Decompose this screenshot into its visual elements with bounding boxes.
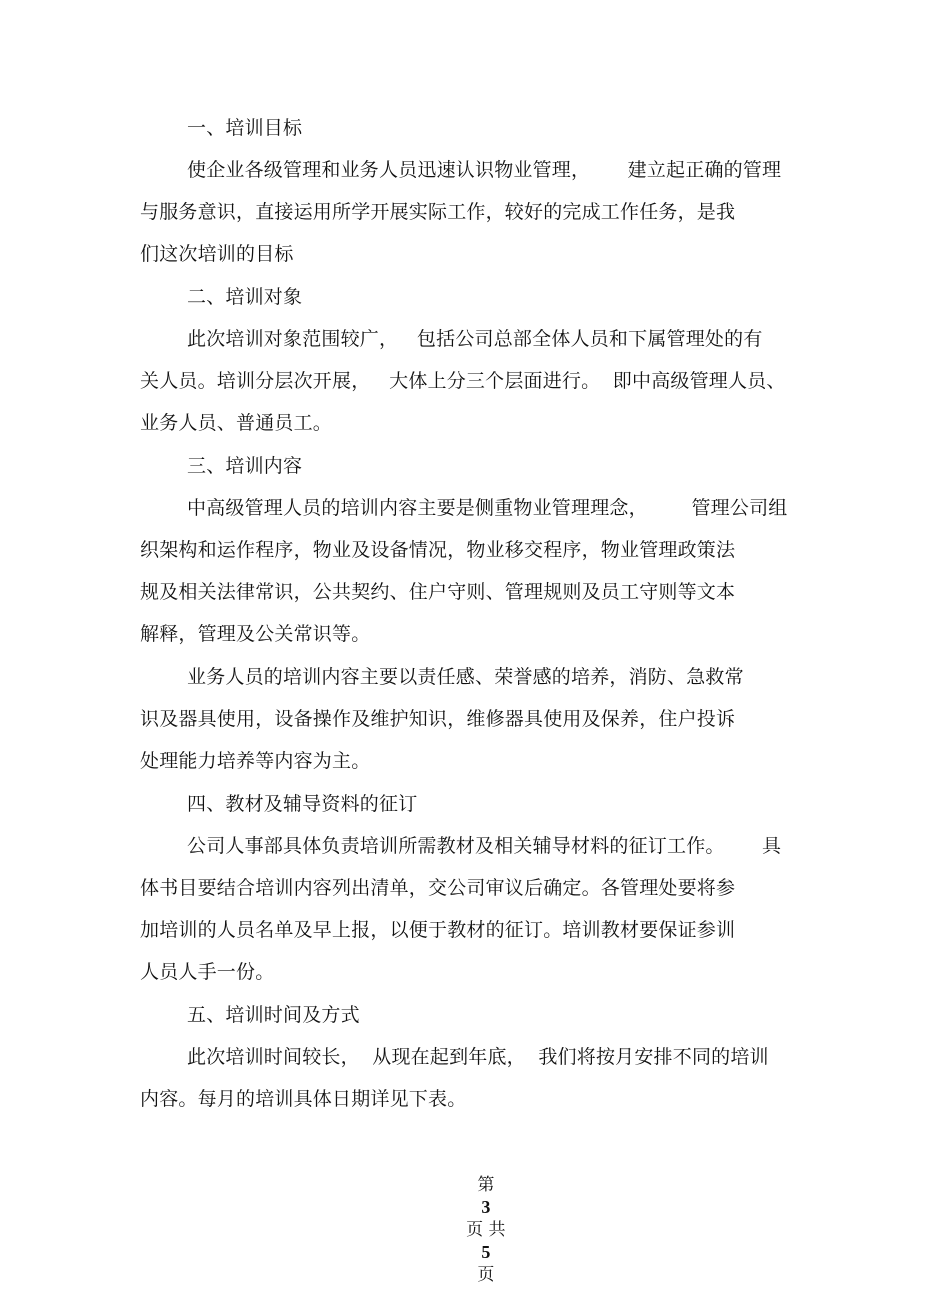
heading-training-content: 三、培训内容: [187, 455, 303, 477]
paragraph-line: 此次培训对象范围较广， 包括公司总部全体人员和下属管理处的有: [187, 328, 763, 350]
heading-time-and-method: 五、培训时间及方式: [187, 1004, 360, 1026]
page-footer: [0, 1152, 950, 1308]
total-pages-number: 5: [481, 1242, 491, 1262]
paragraph-line: 关人员。培训分层次开展， 大体上分三个层面进行。 即中高级管理人员、: [140, 370, 786, 392]
paragraph-line: 规及相关法律常识，公共契约、住户守则、管理规则及员工守则等文本: [140, 581, 736, 603]
paragraph-line: 此次培训时间较长， 从现在起到年底， 我们将按月安排不同的培训: [187, 1046, 769, 1068]
paragraph-line: 们这次培训的目标: [140, 243, 294, 265]
paragraph-line: 内容。每月的培训具体日期详见下表。: [140, 1088, 467, 1110]
paragraph-line: 业务人员、普通员工。: [140, 412, 333, 434]
paragraph-line: 业务人员的培训内容主要以责任感、荣誉感的培养，消防、急救常: [187, 666, 744, 688]
paragraph-line: 体书目要结合培训内容列出清单，交公司审议后确定。各管理处要将参: [140, 877, 736, 899]
paragraph-line: 中高级管理人员的培训内容主要是侧重物业管理理念， 管理公司组: [187, 497, 788, 519]
paragraph-line: 解释，管理及公关常识等。: [140, 623, 371, 645]
current-page-number: 3: [481, 1197, 491, 1217]
heading-training-target: 二、培训对象: [187, 286, 303, 308]
footer-suffix: 页: [477, 1265, 495, 1285]
paragraph-line: 织架构和运作程序，物业及设备情况，物业移交程序，物业管理政策法: [140, 539, 736, 561]
footer-prefix: 第: [477, 1175, 495, 1195]
heading-materials: 四、教材及辅导资料的征订: [187, 793, 418, 815]
paragraph-line: 公司人事部具体负责培训所需教材及相关辅导材料的征订工作。 具: [187, 835, 782, 857]
paragraph-line: 与服务意识，直接运用所学开展实际工作，较好的完成工作任务，是我: [140, 201, 736, 223]
footer-middle: 页 共: [466, 1220, 506, 1240]
heading-training-goal: 一、培训目标: [187, 117, 303, 139]
paragraph-line: 处理能力培养等内容为主。: [140, 750, 371, 772]
paragraph-line: 使企业各级管理和业务人员迅速认识物业管理， 建立起正确的管理: [187, 159, 782, 181]
paragraph-line: 人员人手一份。: [140, 961, 275, 983]
paragraph-line: 加培训的人员名单及早上报，以便于教材的征订。培训教材要保证参训: [140, 919, 736, 941]
paragraph-line: 识及器具使用，设备操作及维护知识，维修器具使用及保养，住户投诉: [140, 708, 736, 730]
